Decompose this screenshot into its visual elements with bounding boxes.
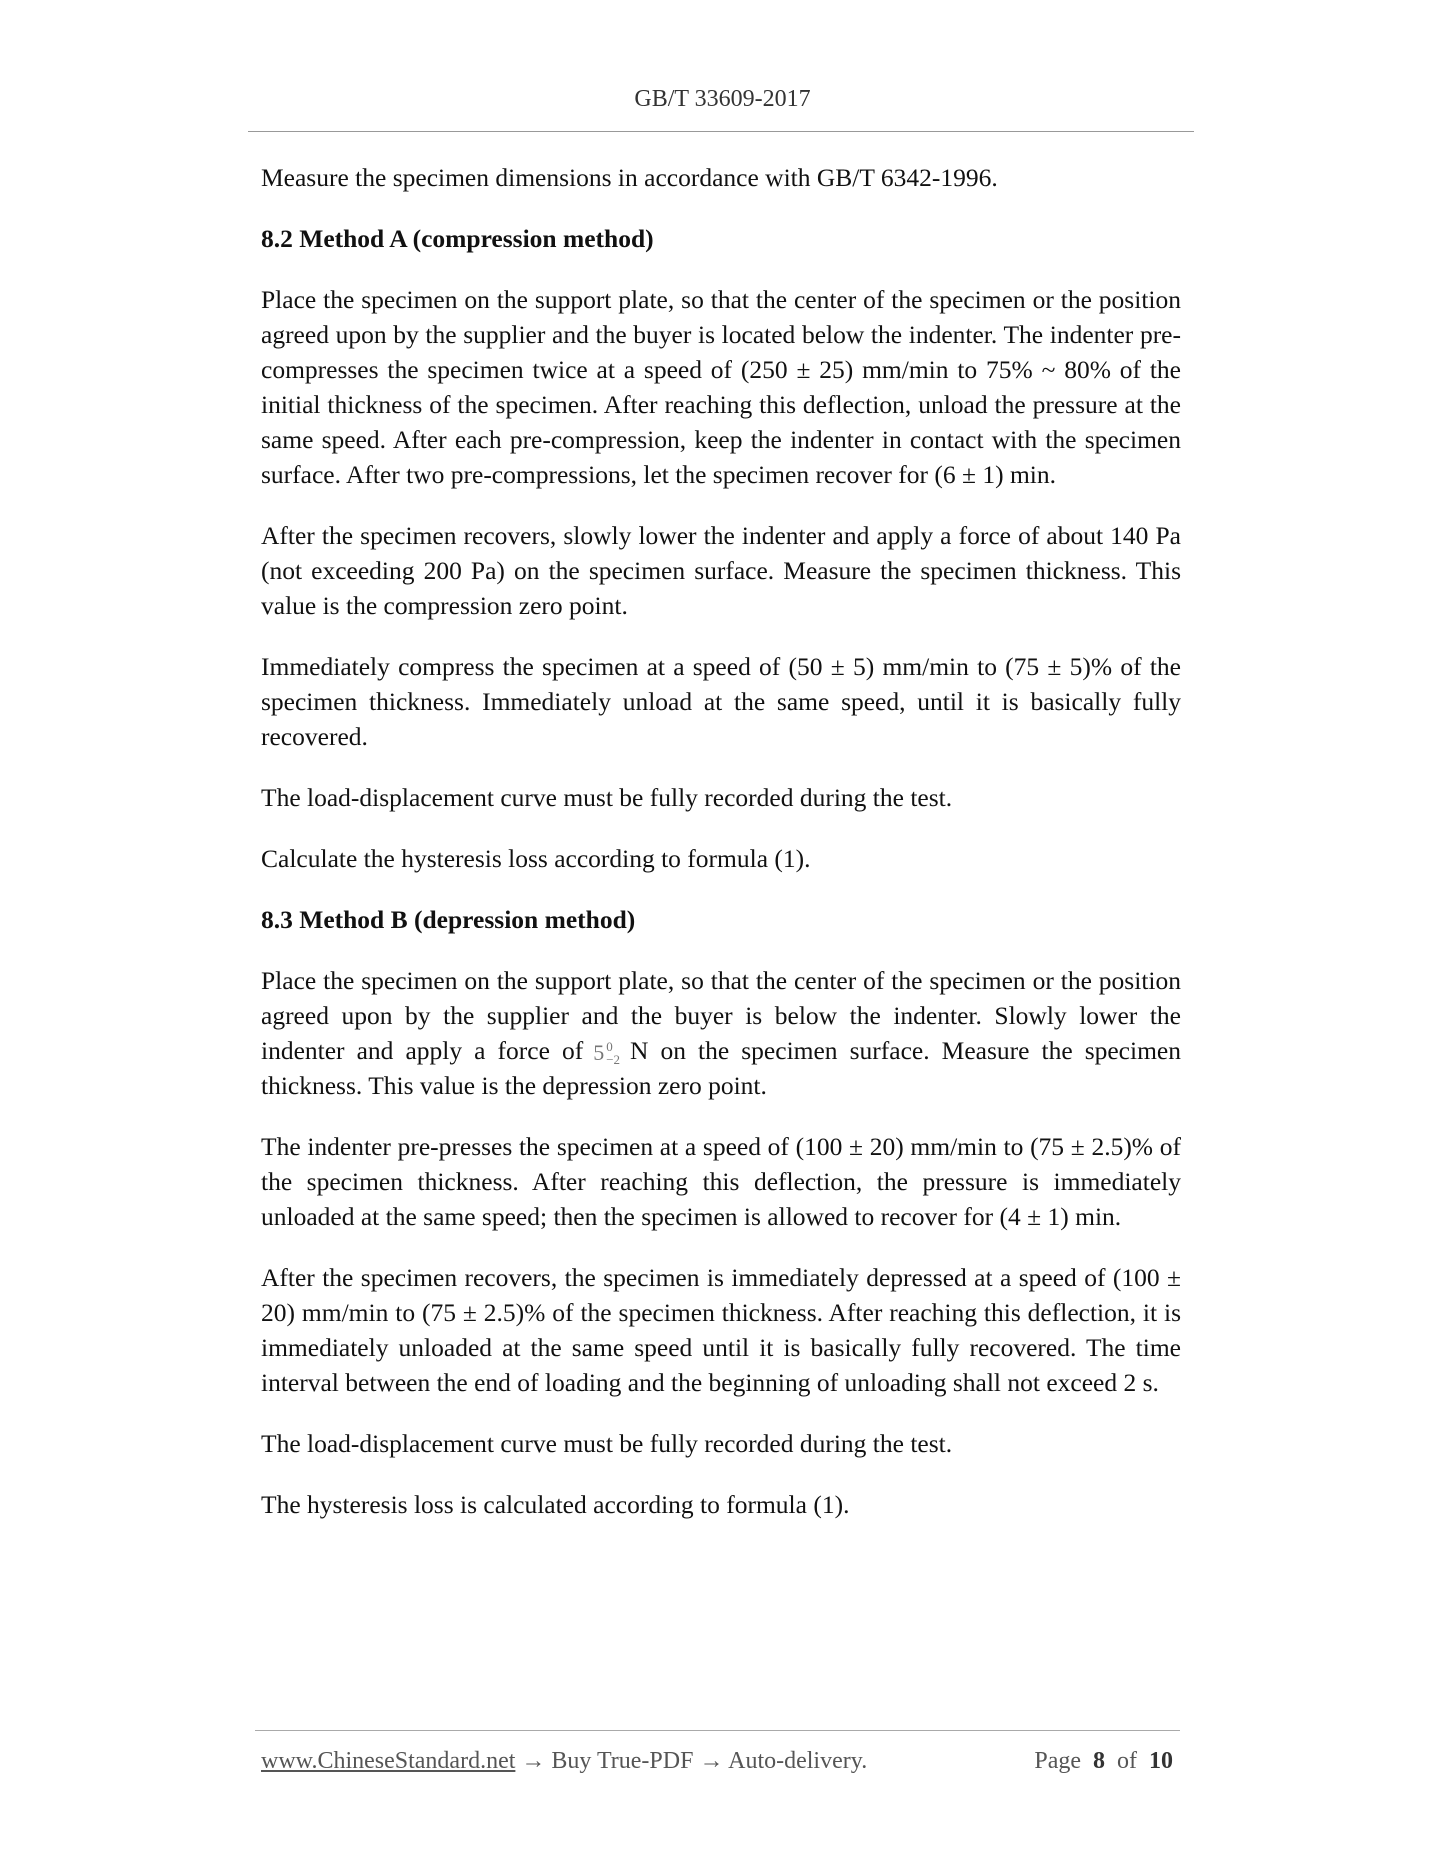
- total-pages: 10: [1149, 1748, 1173, 1774]
- paragraph-text: N on the specimen surface. Measure the specimen thickness. This value is the depression zero point.: [261, 1036, 1181, 1100]
- footer-promo: → Buy True-PDF → Auto-delivery.: [521, 1748, 868, 1774]
- page-label: Page: [1034, 1748, 1081, 1774]
- section-heading-8-3: 8.3 Method B (depression method): [261, 905, 636, 934]
- paragraph-with-formula: [261, 963, 1181, 1103]
- intro-paragraph: Measure the specimen dimensions in accordance with GB/T 6342-1996.: [261, 163, 998, 192]
- force-base: 5: [593, 1040, 605, 1066]
- force-lower-tolerance: −2: [606, 1052, 621, 1068]
- paragraph: Place the specimen on the support plate, so that the center of the specimen or the position agreed upon by the supplier and the buyer is located below the indenter. The indenter pre-compresses the specimen twice at a speed of (250 ± 25) mm/min to 75% ~ 80% of the initial thickness of the specimen. After reaching this deflection, unload the pressure at the same speed. After each pre-compression, keep the indenter in contact with the specimen surface. After two pre-compressions, let the specimen recover for (6 ± 1) min.: [261, 285, 1181, 489]
- paragraph: The load-displacement curve must be fully recorded during the test.: [261, 783, 953, 812]
- paragraph: The hysteresis loss is calculated according to formula (1).: [261, 1490, 850, 1519]
- page-header: [0, 86, 1445, 113]
- paragraph: Immediately compress the specimen at a speed of (50 ± 5) mm/min to (75 ± 5)% of the specimen thickness. Immediately unload at the same speed, until it is basically fully recovered.: [261, 652, 1181, 751]
- paragraph: The load-displacement curve must be fully recorded during the test.: [261, 1429, 953, 1458]
- header-divider: [248, 131, 1194, 132]
- paragraph: Calculate the hysteresis loss according to formula (1).: [261, 844, 811, 873]
- page-footer: [261, 1748, 1173, 1775]
- paragraph: After the specimen recovers, the specimen is immediately depressed at a speed of (100 ± 20) mm/min to (75 ± 2.5)% of the specimen thickness. After reaching this deflection, it is immediately unloaded at the same speed until it is basically fully recovered. The time interval between the end of loading and the beginning of unloading shall not exceed 2 s.: [261, 1263, 1181, 1397]
- force-upper-tolerance: 0: [606, 1039, 613, 1055]
- section-heading-8-2: 8.2 Method A (compression method): [261, 224, 654, 253]
- paragraph: The indenter pre-presses the specimen at a speed of (100 ± 20) mm/min to (75 ± 2.5)% of the specimen thickness. After reaching this deflection, the pressure is immediately unloaded at the same speed; then the specimen is allowed to recover for (4 ± 1) min.: [261, 1132, 1181, 1231]
- page-number: [1034, 1748, 1173, 1775]
- footer-left: [261, 1748, 867, 1775]
- current-page: 8: [1093, 1748, 1105, 1774]
- footer-divider: [255, 1730, 1180, 1731]
- page-content: [261, 160, 1181, 1548]
- force-tolerance-formula: [593, 1040, 620, 1066]
- document-id: GB/T 33609-2017: [634, 86, 811, 112]
- paragraph-text: Place the specimen on the support plate, so that the center of the specimen or the position agreed upon by the supplier and the buyer is below the indenter. Slowly lower the indenter and apply a force of: [261, 966, 1181, 1065]
- page-of: of: [1117, 1748, 1137, 1774]
- paragraph: After the specimen recovers, slowly lower the indenter and apply a force of about 140 Pa (not exceeding 200 Pa) on the specimen surface. Measure the specimen thickness. This value is the compression zero point.: [261, 521, 1181, 620]
- website-link[interactable]: www.ChineseStandard.net: [261, 1748, 516, 1774]
